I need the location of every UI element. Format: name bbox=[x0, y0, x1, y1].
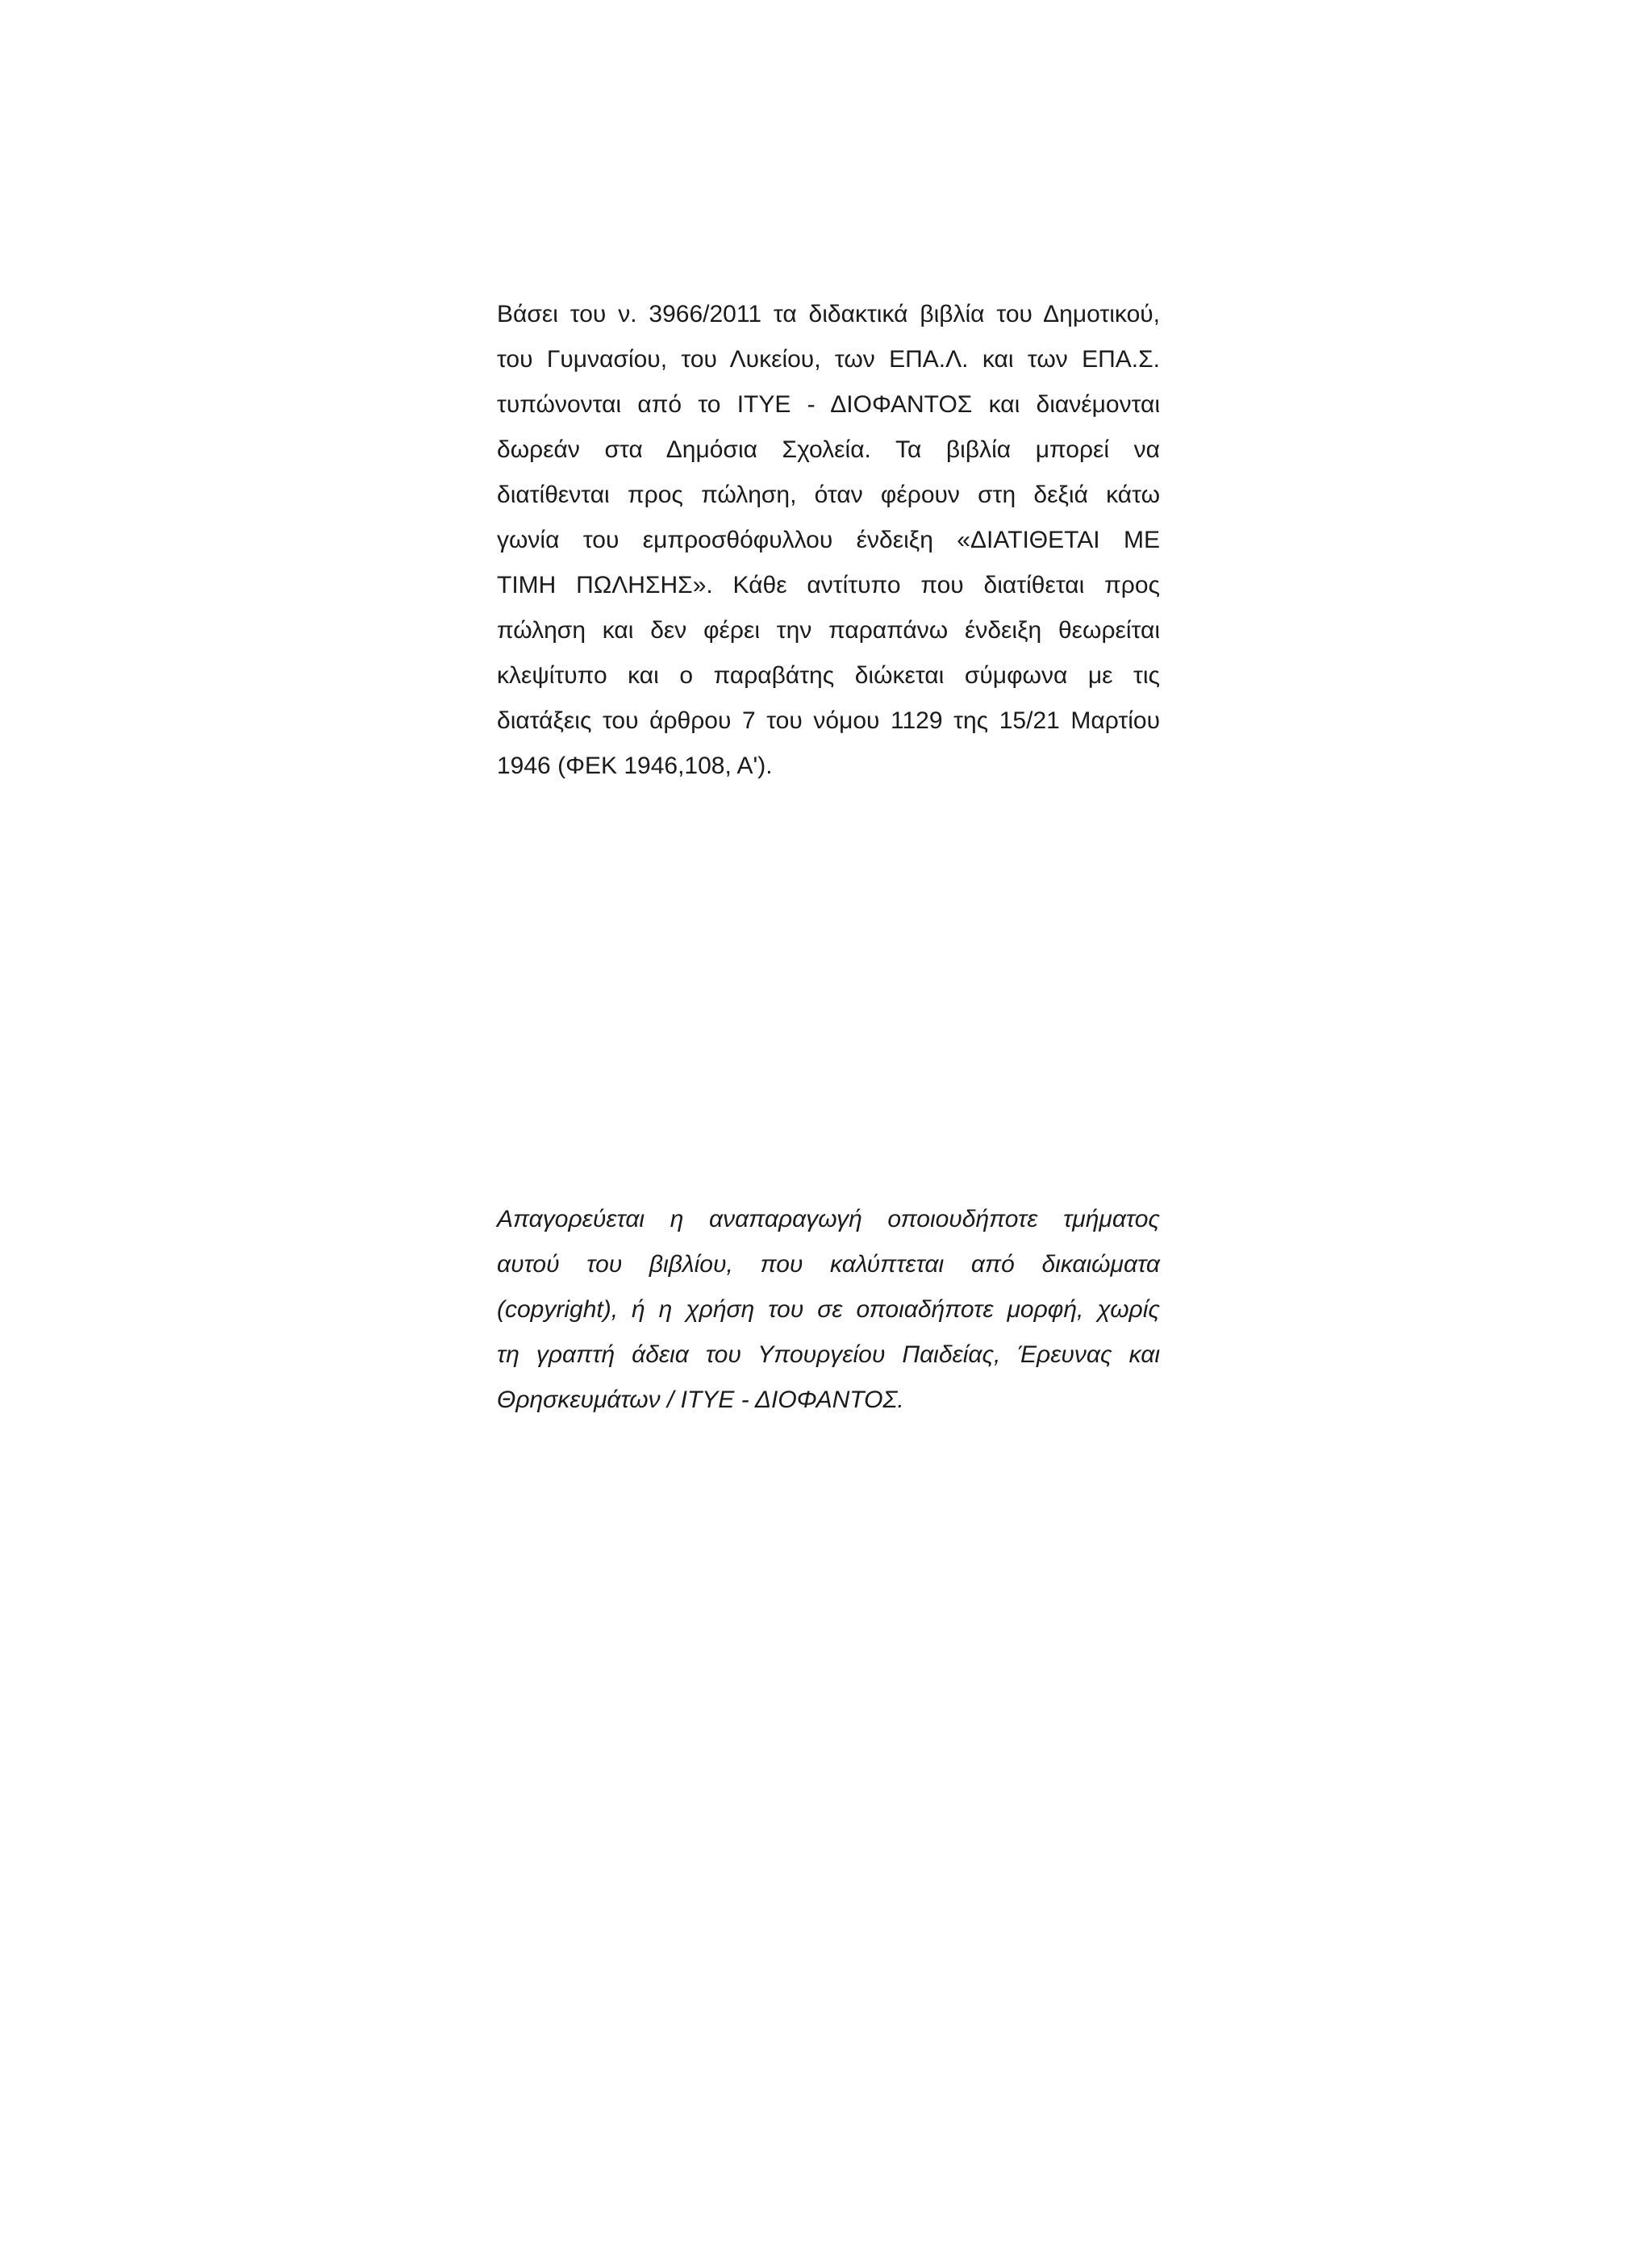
notice-line: 1946 (ΦΕΚ 1946,108, Α'). bbox=[497, 753, 773, 779]
notice-line: διατάξεις του άρθρου 7 του νόμου 1129 της 15/21 Μαρτίου bbox=[497, 707, 1160, 734]
notice-line: διατίθενται προς πώληση, όταν φέρουν στη δεξιά κάτω bbox=[497, 482, 1160, 508]
copyright-notice-paragraph bbox=[497, 1197, 1160, 1423]
copyright-line: τη γραπτή άδεια του Υπουργείου Παιδείας, Έρευνας και bbox=[497, 1341, 1160, 1368]
copyright-line: (copyright), ή η χρήση του σε οποιαδήποτε μορφή, χωρίς bbox=[497, 1296, 1160, 1323]
notice-line: δωρεάν στα Δημόσια Σχολεία. Τα βιβλία μπορεί να bbox=[497, 436, 1160, 463]
distribution-notice-paragraph bbox=[497, 292, 1160, 789]
notice-line: πώληση και δεν φέρει την παραπάνω ένδειξη θεωρείται bbox=[497, 617, 1160, 644]
notice-line: γωνία του εμπροσθόφυλλου ένδειξη «ΔΙΑΤΙΘΕΤΑΙ ΜΕ bbox=[497, 527, 1160, 553]
notice-line: τυπώνονται από το ΙΤΥΕ - ΔΙΟΦΑΝΤΟΣ και διανέμονται bbox=[497, 391, 1160, 418]
notice-line: Βάσει του ν. 3966/2011 τα διδακτικά βιβλία του Δημοτικού, bbox=[497, 301, 1160, 327]
notice-line: του Γυμνασίου, του Λυκείου, των ΕΠΑ.Λ. και των ΕΠΑ.Σ. bbox=[497, 346, 1160, 373]
copyright-line: Απαγορεύεται η αναπαραγωγή οποιουδήποτε τμήματος bbox=[497, 1206, 1160, 1232]
copyright-line: Θρησκευμάτων / ΙΤΥΕ - ΔΙΟΦΑΝΤΟΣ. bbox=[497, 1387, 904, 1413]
notice-line: ΤΙΜΗ ΠΩΛΗΣΗΣ». Κάθε αντίτυπο που διατίθεται προς bbox=[497, 572, 1160, 598]
notice-line: κλεψίτυπο και ο παραβάτης διώκεται σύμφωνα με τις bbox=[497, 662, 1160, 689]
copyright-line: αυτού του βιβλίου, που καλύπτεται από δικαιώματα bbox=[497, 1251, 1160, 1278]
